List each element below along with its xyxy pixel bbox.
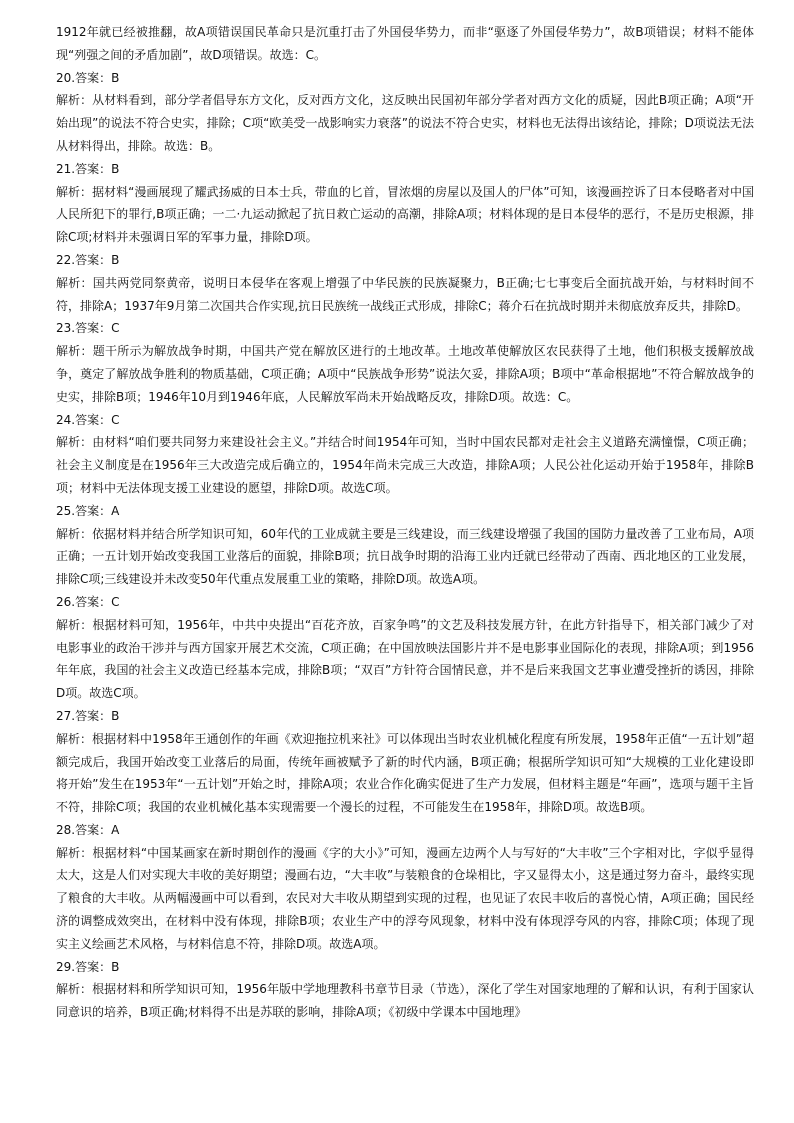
answer-23: 23.答案：C bbox=[56, 321, 120, 336]
explanation-29: 解析：根据材料和所学知识可知，1956年版中学地理教科书章节目录（节选），深化了学生对国家地理的了解和认识，有利于国家认同意识的培养，B项正确;材料得不出是苏联的影响，排除A项；《初级中学课本中国地理》 bbox=[56, 982, 754, 1020]
answer-28: 28.答案：A bbox=[56, 822, 120, 837]
paragraph-19-explanation-tail: 1912年就已经被推翻，故A项错误国民革命只是沉重打击了外国侵华势力，而非“驱逐了外国侵华势力”，故B项错误；材料不能体现“列强之间的矛盾加剧”，故D项错误。故选：C。 bbox=[56, 25, 754, 62]
explanation-22: 解析：国共两党同祭黄帝，说明日本侵华在客观上增强了中华民族的民族凝聚力，B正确;七七事变后全面抗战开始，与材料时间不符，排除A；1937年9月第二次国共合作实现,抗日民族统一战线正式形成，排除C；蒋介石在抗战时期并未彻底放弃反共，排除D。 bbox=[56, 275, 754, 313]
answer-29: 29.答案：B bbox=[56, 959, 120, 974]
explanation-25: 解析：依据材料并结合所学知识可知，60年代的工业成就主要是三线建设，而三线建设增强了我国的国防力量改善了工业布局，A项正确；一五计划开始改变我国工业落后的面貌，排除B项；抗日战争时期的沿海工业内迁就已经带动了西南、西北地区的工业发展，排除C项;三线建设并未改变50年代重点发展重工业的策略，排除D项。故选A项。 bbox=[56, 526, 754, 587]
explanation-28: 解析：根据材料“中国某画家在新时期创作的漫画《字的大小》”可知，漫画左边两个人与写好的“大丰收”三个字相对比，字似乎显得太大，这是人们对实现大丰收的美好期望；漫画右边，“大丰收”与装粮食的仓垛相比，字又显得太小，这是通过努力奋斗，最终实现了粮食的大丰收。从两幅漫画中可以看到，农民对大丰收从期望到实现的过程，也见证了农民丰收后的喜悦心情，A项正确；国民经济的调整成效突出，在材料中没有体现，排除B项；农业生产中的浮夸风现象，材料中没有体现浮夸风的内容，排除C项；体现了现实主义绘画艺术风格，与材料信息不符，排除D项。故选A项。 bbox=[56, 845, 754, 951]
explanation-26: 解析：根据材料可知，1956年，中共中央提出“百花齐放，百家争鸣”的文艺及科技发展方针，在此方针指导下，相关部门减少了对电影事业的政治干涉并与西方国家开展艺术交流，C项正确；在中国放映法国影片并不是电影事业国际化的表现，排除A项；到1956年年底，我国的社会主义改造已经基本完成，排除B项；“双百”方针符合国情民意，并不是后来我国文艺事业遭受挫折的诱因，排除D项。故选C项。 bbox=[56, 617, 754, 701]
explanation-23: 解析：题干所示为解放战争时期，中国共产党在解放区进行的土地改革。土地改革使解放区农民获得了土地，他们积极支援解放战争，奠定了解放战争胜利的物质基础，C项正确；A项中“民族战争形势”说法欠妥，排除A项；B项中“革命根据地”不符合解放战争的史实，排除B项；1946年10月到1946年底，人民解放军尚未开始战略反攻，排除D项。故选：C。 bbox=[56, 344, 754, 404]
answer-21: 21.答案：B bbox=[56, 161, 120, 176]
explanation-21: 解析：据材料“漫画展现了耀武扬威的日本士兵，带血的匕首，冒浓烟的房屋以及国人的尸体”可知，该漫画控诉了日本侵略者对中国人民所犯下的罪行,B项正确；一二·九运动掀起了抗日救亡运动的高潮，排除A项；材料体现的是日本侵华的恶行，不是历史根源，排除C项;材料并未强调日军的军事力量，排除D项。 bbox=[56, 184, 754, 245]
answer-20: 20.答案：B bbox=[56, 70, 120, 85]
answer-27: 27.答案：B bbox=[56, 708, 120, 723]
answer-24: 24.答案：C bbox=[56, 412, 120, 427]
answer-26: 26.答案：C bbox=[56, 594, 120, 609]
answer-22: 22.答案：B bbox=[56, 252, 120, 267]
explanation-27: 解析：根据材料中1958年王通创作的年画《欢迎拖拉机来社》可以体现出当时农业机械化程度有所发展，1958年正值“一五计划”超额完成后，我国开始改变工业落后的局面，传统年画被赋予了新的时代内涵，B项正确；根据所学知识可知“大规模的工业化建设即将开始”发生在1953年“一五计划”开始之时，排除A项；农业合作化确实促进了生产力发展，但材料主题是“年画”，选项与题干主旨不符，排除C项；我国的农业机械化基本实现需要一个漫长的过程，不可能发生在1958年，排除D项。故选B项。 bbox=[56, 731, 754, 815]
explanation-20: 解析：从材料看到，部分学者倡导东方文化，反对西方文化，这反映出民国初年部分学者对西方文化的质疑，因此B项正确；A项“开始出现”的说法不符合史实，排除；C项“欧美受一战影响实力衰落”的说法不符合史实，材料也无法得出该结论，排除；D项说法无法从材料得出，排除。故选：B。 bbox=[56, 93, 754, 153]
explanation-24: 解析：由材料“咱们要共同努力来建设社会主义。”并结合时间1954年可知，当时中国农民都对走社会主义道路充满憧憬，C项正确；社会主义制度是在1956年三大改造完成后确立的，1954年尚未完成三大改造，排除A项；人民公社化运动开始于1958年，排除B项；材料中无法体现支援工业建设的愿望，排除D项。故选C项。 bbox=[56, 435, 754, 495]
answer-25: 25.答案：A bbox=[56, 503, 120, 518]
